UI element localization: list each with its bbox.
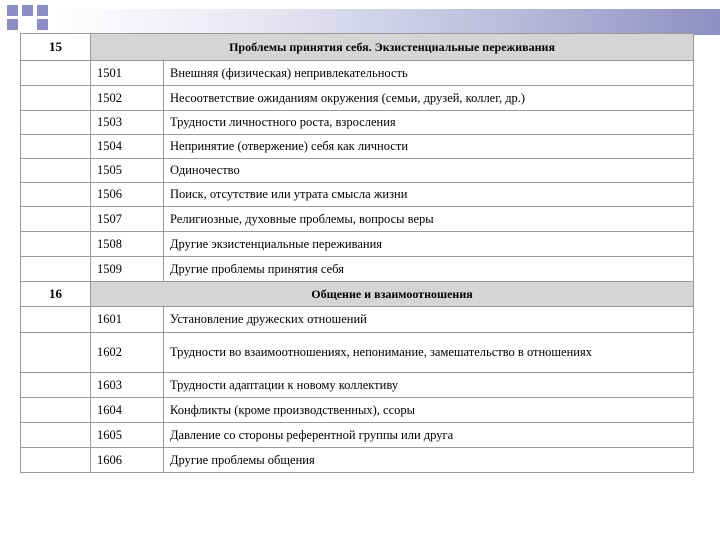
row-text: Одиночество [164,159,694,183]
row-text: Другие проблемы принятия себя [164,257,694,282]
row-text: Поиск, отсутствие или утрата смысла жизни [164,183,694,207]
row-code: 1605 [91,423,164,448]
table-row [21,257,694,282]
header-gradient-bar [52,9,720,35]
row-code: 1503 [91,111,164,135]
row-text: Внешняя (физическая) непривлекательность [164,61,694,86]
row-code: 1502 [91,86,164,111]
row-code: 1501 [91,61,164,86]
decor-square [22,5,33,16]
decor-square [22,19,33,30]
table-row [21,398,694,423]
row-text: Непринятие (отвержение) себя как личности [164,135,694,159]
row-text: Конфликты (кроме производственных), ссоры [164,398,694,423]
row-code: 1606 [91,448,164,473]
table-row [21,423,694,448]
section-header-row [21,34,694,61]
row-code: 1602 [91,333,164,373]
problem-classification-table [20,33,694,473]
table-row [21,61,694,86]
row-text: Трудности личностного роста, взросления [164,111,694,135]
row-text: Трудности адаптации к новому коллективу [164,373,694,398]
decor-square [7,5,18,16]
section-title: Проблемы принятия себя. Экзистенциальные переживания [91,34,694,61]
row-code: 1509 [91,257,164,282]
row-code: 1504 [91,135,164,159]
row-text: Несоответствие ожиданиям окружения (семьи, друзей, коллег, др.) [164,86,694,111]
table-row [21,448,694,473]
table-row [21,159,694,183]
table-row [21,207,694,232]
section-title: Общение и взаимоотношения [91,282,694,307]
row-text: Давление со стороны референтной группы или друга [164,423,694,448]
decor-square [7,19,18,30]
decor-square [37,19,48,30]
table-row [21,135,694,159]
decor-square [37,5,48,16]
row-text: Религиозные, духовные проблемы, вопросы веры [164,207,694,232]
row-code: 1507 [91,207,164,232]
section-number: 15 [21,34,91,61]
table-row [21,111,694,135]
row-code: 1505 [91,159,164,183]
row-text: Установление дружеских отношений [164,307,694,333]
row-code: 1601 [91,307,164,333]
table-row [21,232,694,257]
section-number: 16 [21,282,91,307]
table-row [21,307,694,333]
table-row [21,86,694,111]
table-row [21,183,694,207]
row-text: Другие экзистенциальные переживания [164,232,694,257]
row-code: 1508 [91,232,164,257]
section-header-row [21,282,694,307]
row-code: 1604 [91,398,164,423]
row-text: Трудности во взаимоотношениях, непонимание, замешательство в отношениях [164,333,694,373]
row-code: 1603 [91,373,164,398]
table-row [21,333,694,373]
row-text: Другие проблемы общения [164,448,694,473]
table-row [21,373,694,398]
row-code: 1506 [91,183,164,207]
